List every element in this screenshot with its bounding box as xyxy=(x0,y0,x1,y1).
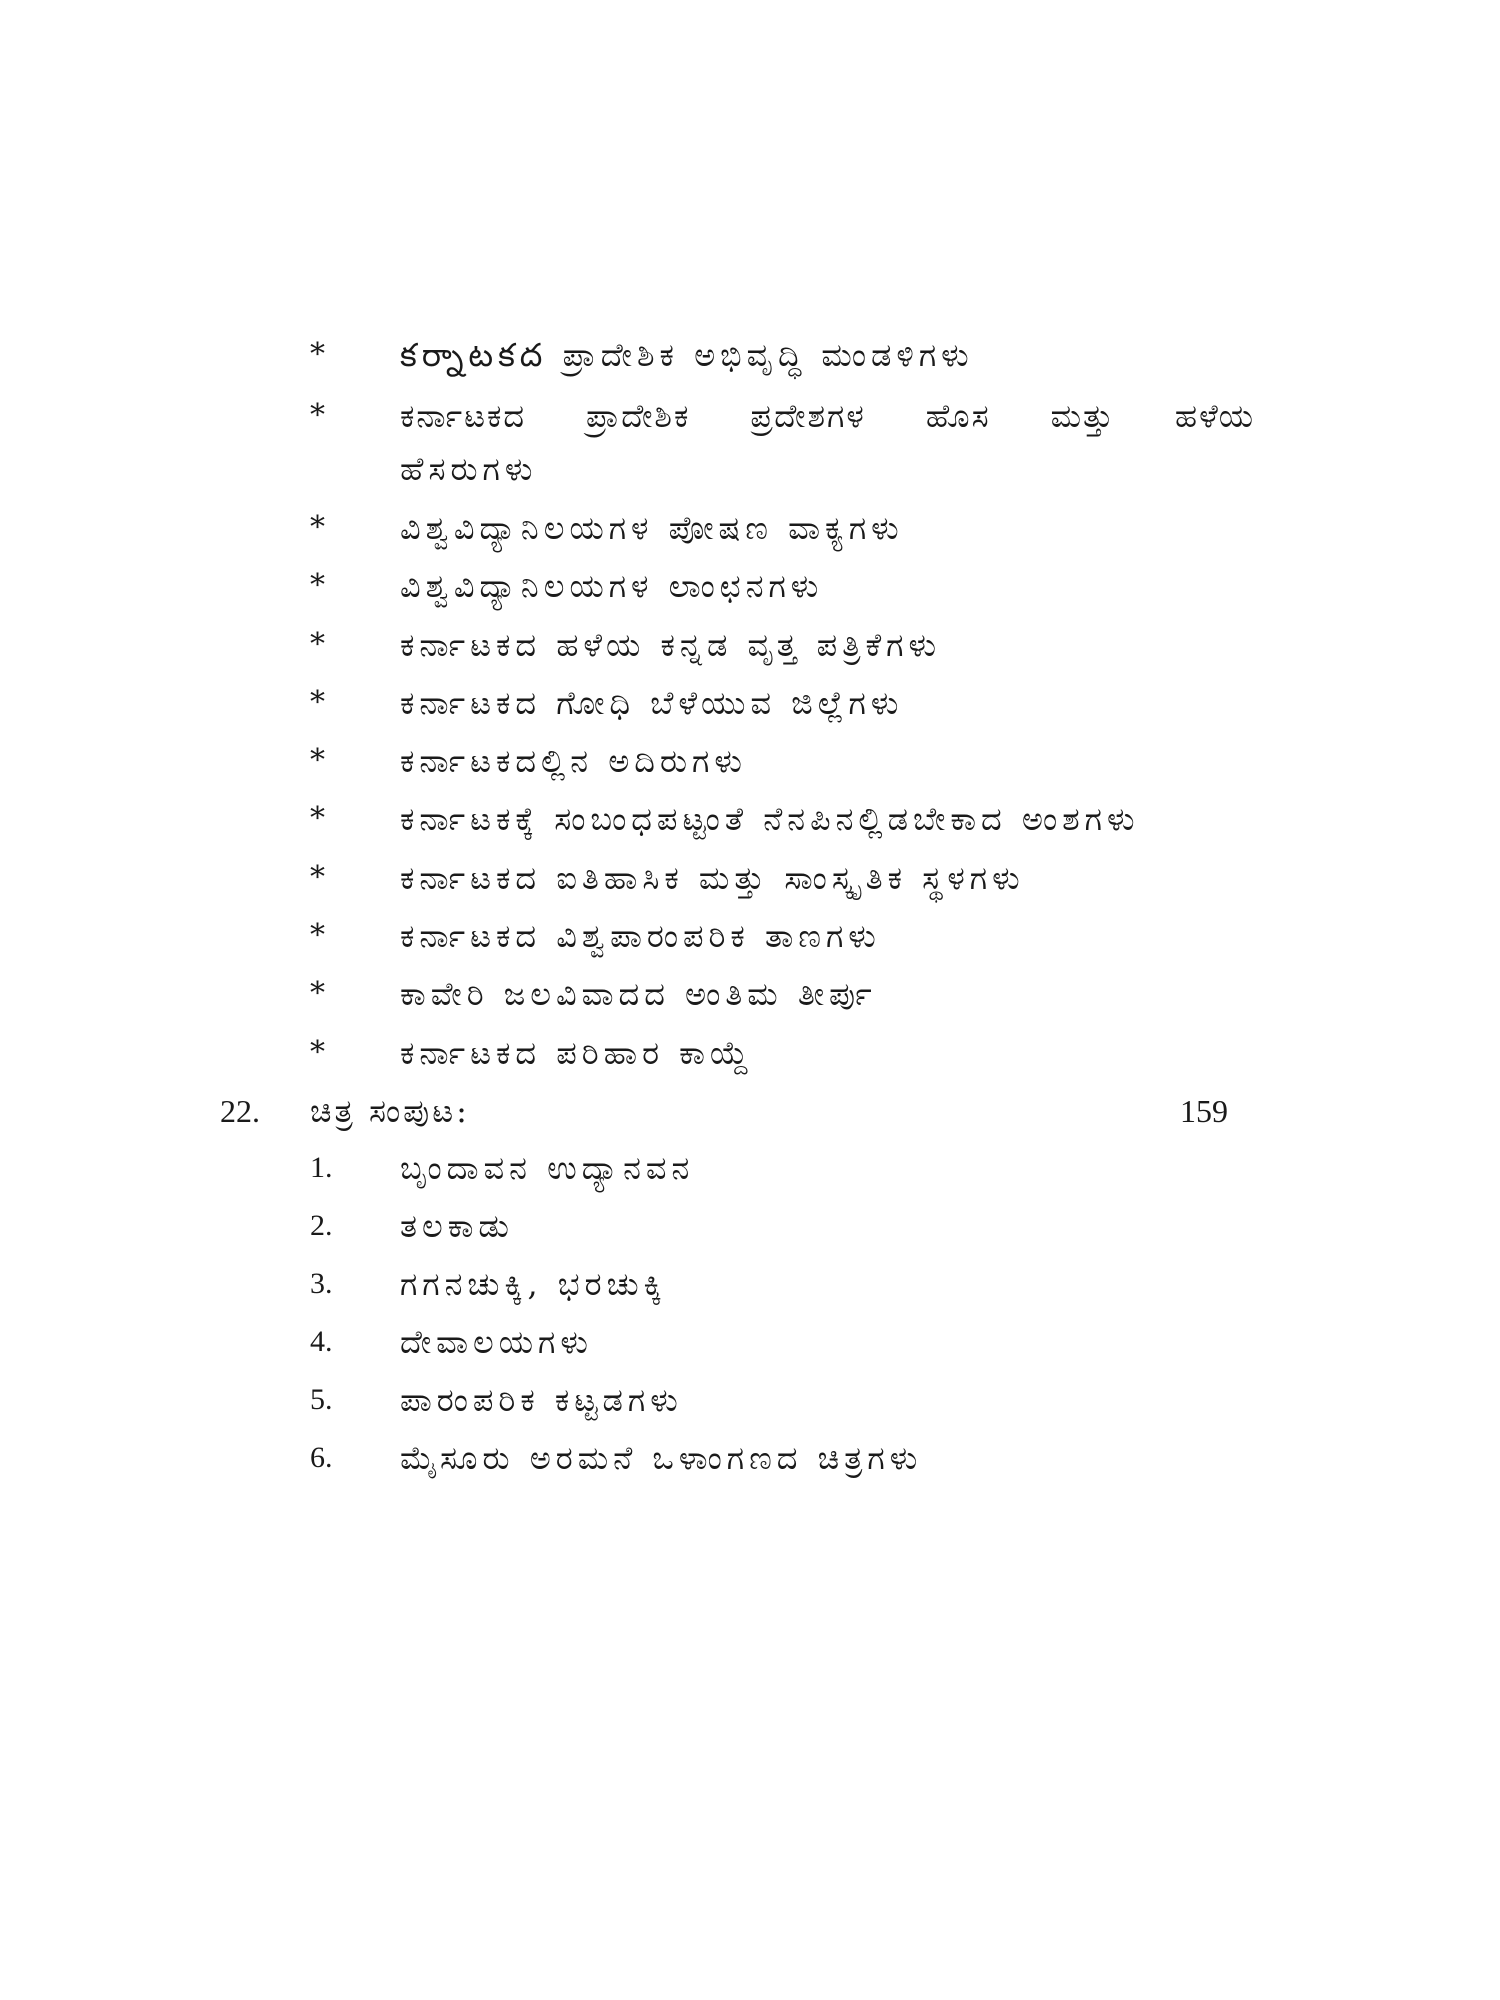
list-item-text: ಕಾವೇರಿ ಜಲವಿವಾದದ ಅಂತಿಮ ತೀರ್ಪು xyxy=(400,975,877,1013)
bullet-marker: * xyxy=(310,860,325,895)
bullet-marker: * xyxy=(310,398,325,433)
bullet-marker: * xyxy=(310,627,325,662)
list-item-text: ವಿಶ್ವವಿದ್ಯಾನಿಲಯಗಳ ಪೋಷಣ ವಾಕ್ಯಗಳು xyxy=(400,509,904,547)
list-item-text: ಕರ್ನಾಟಕದ ಗೋಧಿ ಬೆಳೆಯುವ ಜಿಲ್ಲೆಗಳು xyxy=(400,684,904,722)
section-number: 22. xyxy=(220,1093,260,1129)
list-item-text: ಕರ್ನಾಟಕಕ್ಕೆ ಸಂಬಂಧಪಟ್ಟಂತೆ ನೆನಪಿನಲ್ಲಿಡಬೇಕಾದ ಅಂಶಗಳು xyxy=(400,800,1140,838)
list-item-text: ಕರ್ನಾಟಕದ ಐತಿಹಾಸಿಕ ಮತ್ತು ಸಾಂಸ್ಕೃತಿಕ ಸ್ಥಳಗಳು xyxy=(400,859,1025,897)
item-text: ದೇವಾಲಯಗಳು xyxy=(400,1323,593,1361)
list-item-text: ವಿಶ್ವವಿದ್ಯಾನಿಲಯಗಳ ಲಾಂಛನಗಳು xyxy=(400,567,824,605)
list-item-text: ಕರ್ನಾಟಕದಲ್ಲಿನ ಅದಿರುಗಳು xyxy=(400,742,747,780)
bullet-marker: * xyxy=(310,801,325,836)
list-item-text: ಕರ್ನಾಟಕದ ಪ್ರಾದೇಶಿಕ ಪ್ರದೇಶಗಳ ಹೊಸ ಮತ್ತು ಹಳೆಯ xyxy=(400,397,1255,435)
bullet-marker: * xyxy=(310,743,325,778)
item-number: 2. xyxy=(310,1209,333,1242)
section-page-number: 159 xyxy=(1180,1093,1228,1129)
bullet-marker: * xyxy=(310,976,325,1011)
item-text: ಪಾರಂಪರಿಕ ಕಟ್ಟಡಗಳು xyxy=(400,1381,683,1419)
list-item-text: కర్నాటకద ಪ್ರಾದೇಶಿಕ ಅಭಿವೃದ್ಧಿ ಮಂಡಳಿಗಳು xyxy=(400,336,974,374)
item-number: 4. xyxy=(310,1325,333,1358)
item-text: ಮೈಸೂರು ಅರಮನೆ ಒಳಾಂಗಣದ ಚಿತ್ರಗಳು xyxy=(400,1439,923,1477)
bullet-marker: * xyxy=(310,510,325,545)
bullet-marker: * xyxy=(310,337,325,372)
list-item-text: ಹೆಸರುಗಳು xyxy=(400,450,538,488)
list-item-text: ಕರ್ನಾಟಕದ ಪರಿಹಾರ ಕಾಯ್ದೆ xyxy=(400,1034,754,1072)
bullet-marker: * xyxy=(310,918,325,953)
item-number: 3. xyxy=(310,1267,333,1300)
list-item-text: ಕರ್ನಾಟಕದ ಹಳೆಯ ಕನ್ನಡ ವೃತ್ತ ಪತ್ರಿಕೆಗಳು xyxy=(400,626,942,664)
list-item-text: ಕರ್ನಾಟಕದ ವಿಶ್ವಪಾರಂಪರಿಕ ತಾಣಗಳು xyxy=(400,917,881,955)
bullet-marker: * xyxy=(310,568,325,603)
item-text: ಬೃಂದಾವನ ಉದ್ಯಾನವನ xyxy=(400,1149,695,1187)
item-number: 1. xyxy=(310,1151,333,1184)
item-text: ತಲಕಾಡು xyxy=(400,1207,514,1245)
section-title: ಚಿತ್ರ ಸಂಪುಟ: xyxy=(310,1092,470,1130)
bullet-marker: * xyxy=(310,685,325,720)
item-text: ಗಗನಚುಕ್ಕಿ, ಭರಚುಕ್ಕಿ xyxy=(400,1265,667,1303)
item-number: 5. xyxy=(310,1383,333,1416)
bullet-marker: * xyxy=(310,1035,325,1070)
item-number: 6. xyxy=(310,1441,333,1474)
